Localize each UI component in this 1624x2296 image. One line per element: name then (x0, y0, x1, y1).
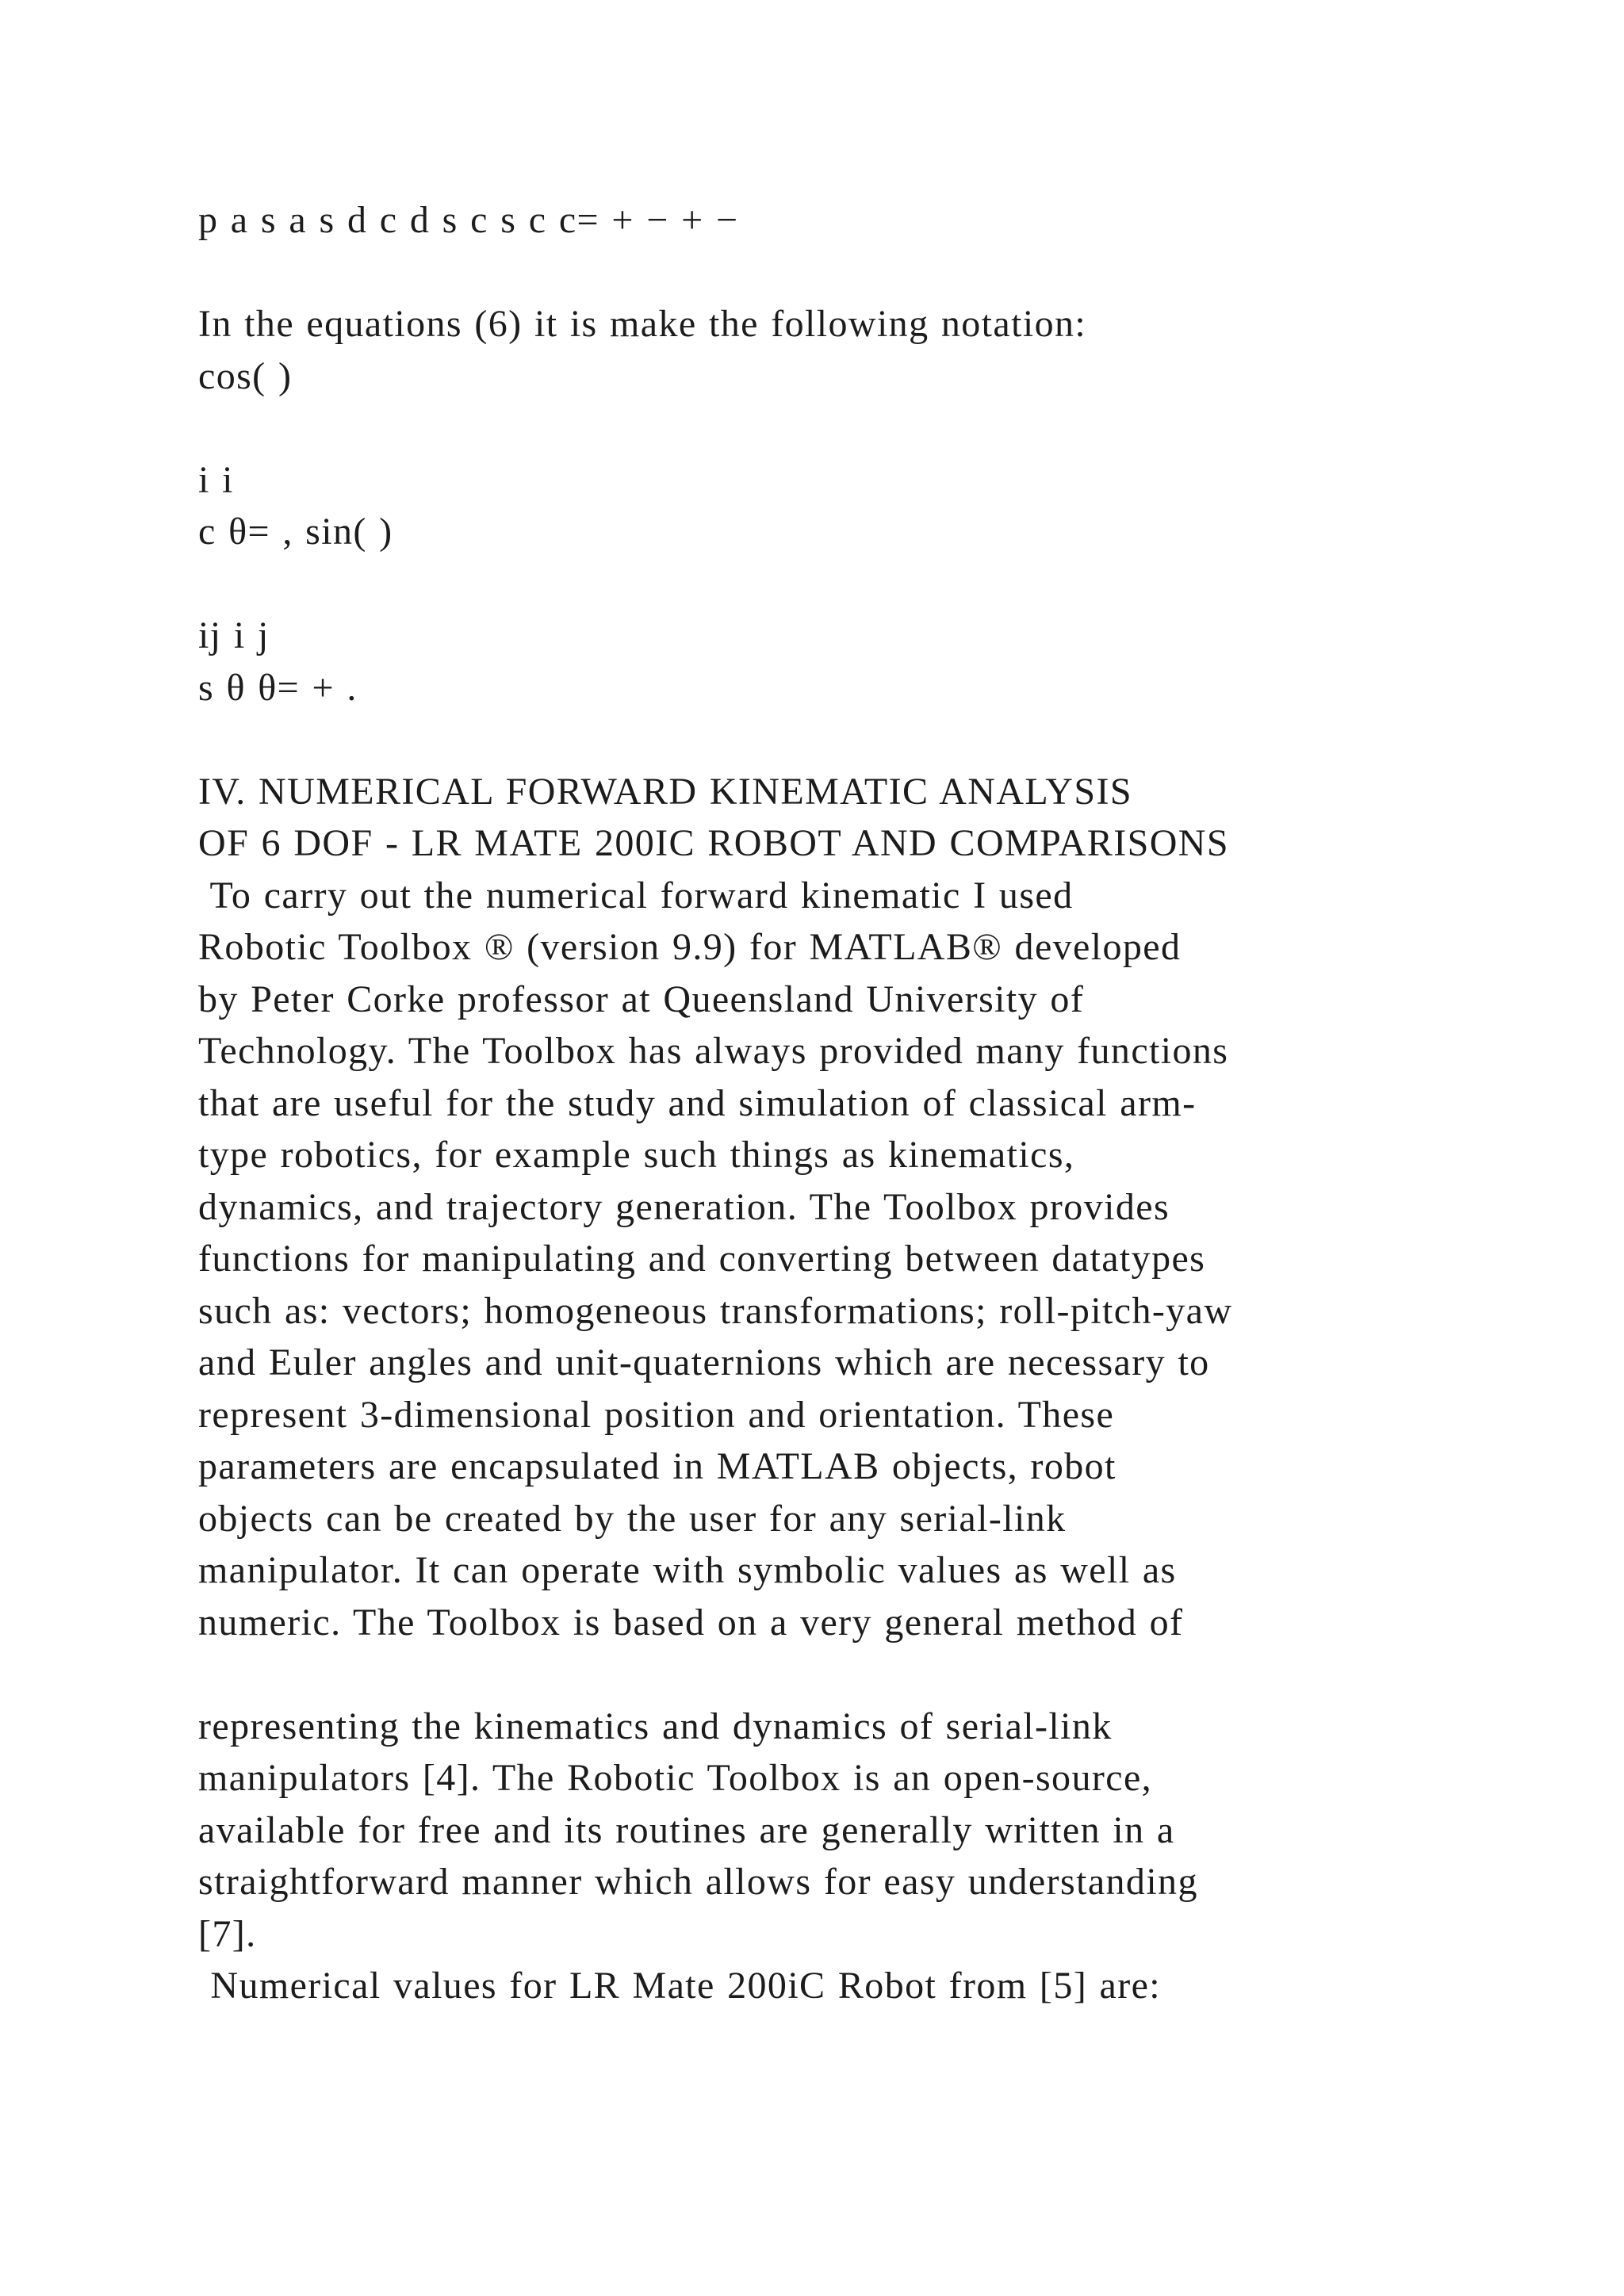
blank-line (198, 558, 1546, 610)
document-body (198, 194, 1546, 2012)
equation-line: p a s a s d c d s c s c c= + − + − (198, 199, 739, 241)
paragraph-line: Technology. The Toolbox has always provided many functions (198, 1030, 1229, 1072)
paragraph-line: objects can be created by the user for any serial-link (198, 1497, 1067, 1540)
paragraph-line: represent 3-dimensional position and orientation. These (198, 1393, 1115, 1436)
paragraph-line: manipulator. It can operate with symbolic values as well as (198, 1549, 1177, 1591)
paragraph-line: straightforward manner which allows for easy understanding (198, 1861, 1198, 1903)
paragraph-line: manipulators [4]. The Robotic Toolbox is an open-source, (198, 1757, 1153, 1799)
paragraph-line: that are useful for the study and simulation of classical arm- (198, 1081, 1197, 1124)
text-line: i i (198, 458, 234, 501)
paragraph-line: and Euler angles and unit-quaternions which are necessary to (198, 1341, 1210, 1383)
blank-line (198, 247, 1546, 299)
paragraph-line: representing the kinematics and dynamics of serial-link (198, 1705, 1113, 1747)
paragraph-line: numeric. The Toolbox is based on a very general method of (198, 1601, 1184, 1644)
paragraph-line: type robotics, for example such things as kinematics, (198, 1134, 1075, 1176)
paragraph-line: [7]. (198, 1912, 257, 1955)
paragraph-line: by Peter Corke professor at Queensland University of (198, 978, 1085, 1020)
blank-line (198, 714, 1546, 766)
blank-line (198, 1648, 1546, 1701)
text-line: c θ= , sin( ) (198, 511, 393, 553)
paragraph-line: To carry out the numerical forward kinematic I used (198, 874, 1074, 916)
text-line: ij i j (198, 614, 270, 656)
text-line: In the equations (6) it is make the following notation: (198, 303, 1087, 345)
paragraph-line: Robotic Toolbox ® (version 9.9) for MATLAB® developed (198, 926, 1182, 968)
paragraph-line: dynamics, and trajectory generation. The Toolbox provides (198, 1185, 1170, 1228)
paragraph-line: available for free and its routines are generally written in a (198, 1808, 1175, 1851)
paragraph-line: Numerical values for LR Mate 200iC Robot from [5] are: (198, 1965, 1162, 2007)
paragraph-line: such as: vectors; homogeneous transformations; roll-pitch-yaw (198, 1289, 1233, 1332)
text-line: s θ θ= + . (198, 666, 358, 709)
paragraph-line: functions for manipulating and converting between datatypes (198, 1238, 1206, 1280)
section-heading-line: OF 6 DOF - LR MATE 200IC ROBOT AND COMPARISONS (198, 822, 1229, 864)
blank-line (198, 402, 1546, 454)
section-heading-line: IV. NUMERICAL FORWARD KINEMATIC ANALYSIS (198, 770, 1132, 813)
paragraph-line: parameters are encapsulated in MATLAB objects, robot (198, 1445, 1116, 1487)
text-line: cos( ) (198, 354, 293, 397)
